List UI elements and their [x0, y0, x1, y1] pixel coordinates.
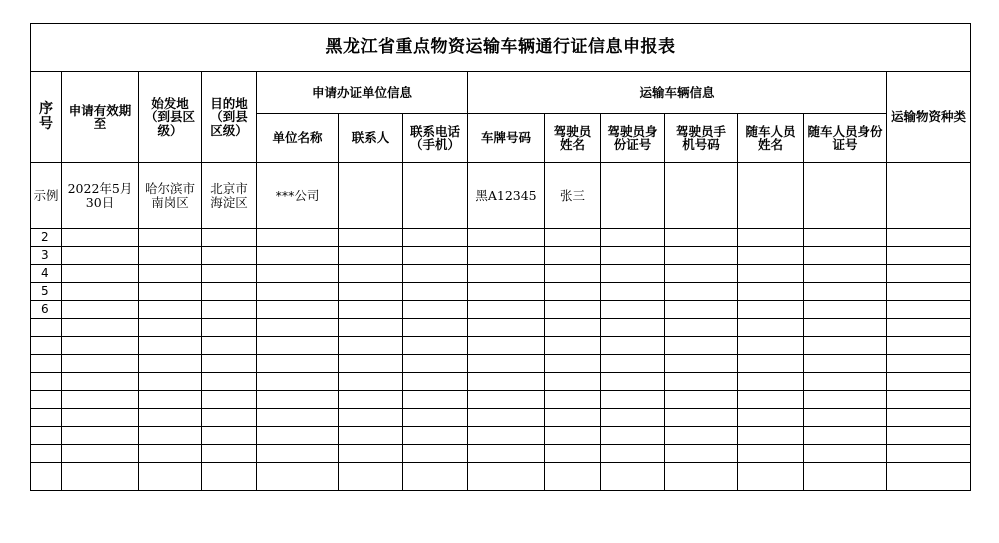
- blank-cell[interactable]: [665, 283, 738, 301]
- blank-cell[interactable]: [257, 247, 339, 265]
- blank-cell[interactable]: [62, 283, 139, 301]
- blank-cell[interactable]: [887, 463, 971, 491]
- blank-cell[interactable]: [339, 283, 403, 301]
- table-row: [31, 337, 971, 355]
- blank-cell[interactable]: [601, 337, 665, 355]
- blank-cell[interactable]: [468, 355, 545, 373]
- blank-cell[interactable]: [468, 373, 545, 391]
- row-seq[interactable]: [31, 463, 62, 491]
- blank-cell[interactable]: [202, 283, 257, 301]
- blank-cell[interactable]: [545, 373, 601, 391]
- blank-cell[interactable]: [738, 373, 804, 391]
- header-cargo: 运输物资种类: [887, 72, 971, 163]
- blank-cell[interactable]: [257, 319, 339, 337]
- table-row: [31, 391, 971, 409]
- blank-cell[interactable]: [601, 283, 665, 301]
- blank-cell[interactable]: [139, 463, 202, 491]
- example-validity: 2022年5月30日: [62, 163, 139, 229]
- example-escort-name: [738, 163, 804, 229]
- table-row: [31, 283, 971, 301]
- blank-cell[interactable]: [62, 301, 139, 319]
- blank-cell[interactable]: [468, 265, 545, 283]
- header-escort-name: 随车人员姓名: [738, 114, 804, 163]
- blank-cell[interactable]: [139, 283, 202, 301]
- blank-cell[interactable]: [202, 301, 257, 319]
- blank-cell[interactable]: [403, 265, 468, 283]
- blank-cell[interactable]: [887, 283, 971, 301]
- blank-cell[interactable]: [468, 247, 545, 265]
- blank-cell[interactable]: [257, 373, 339, 391]
- blank-cell[interactable]: [468, 463, 545, 491]
- blank-cell[interactable]: [257, 337, 339, 355]
- blank-cell[interactable]: [468, 445, 545, 463]
- blank-cell[interactable]: [804, 445, 887, 463]
- blank-cell[interactable]: [257, 427, 339, 445]
- blank-cell[interactable]: [139, 373, 202, 391]
- blank-cell[interactable]: [403, 229, 468, 247]
- blank-cell[interactable]: [545, 265, 601, 283]
- blank-cell[interactable]: [339, 463, 403, 491]
- form-title: 黑龙江省重点物资运输车辆通行证信息申报表: [31, 24, 971, 72]
- blank-cell[interactable]: [804, 301, 887, 319]
- blank-cell[interactable]: [804, 319, 887, 337]
- blank-cell[interactable]: [887, 319, 971, 337]
- blank-cell[interactable]: [468, 391, 545, 409]
- blank-cell[interactable]: [62, 391, 139, 409]
- blank-cell[interactable]: [804, 409, 887, 427]
- blank-cell[interactable]: [139, 319, 202, 337]
- blank-cell[interactable]: [339, 247, 403, 265]
- blank-cell[interactable]: [468, 427, 545, 445]
- blank-cell[interactable]: [665, 265, 738, 283]
- blank-cell[interactable]: [601, 301, 665, 319]
- blank-cell[interactable]: [665, 409, 738, 427]
- blank-cell[interactable]: [804, 247, 887, 265]
- blank-cell[interactable]: [139, 427, 202, 445]
- blank-cell[interactable]: [738, 265, 804, 283]
- example-phone: [403, 163, 468, 229]
- row-seq[interactable]: [31, 373, 62, 391]
- blank-cell[interactable]: [202, 409, 257, 427]
- blank-cell[interactable]: [887, 391, 971, 409]
- example-contact: [339, 163, 403, 229]
- blank-cell[interactable]: [139, 445, 202, 463]
- blank-cell[interactable]: [738, 247, 804, 265]
- row-seq[interactable]: 3: [31, 247, 62, 265]
- blank-cell[interactable]: [804, 373, 887, 391]
- blank-cell[interactable]: [887, 247, 971, 265]
- blank-cell[interactable]: [139, 229, 202, 247]
- blank-cell[interactable]: [339, 301, 403, 319]
- blank-cell[interactable]: [257, 229, 339, 247]
- blank-cell[interactable]: [601, 355, 665, 373]
- row-seq[interactable]: [31, 391, 62, 409]
- blank-cell[interactable]: [257, 301, 339, 319]
- blank-cell[interactable]: [403, 337, 468, 355]
- blank-cell[interactable]: [339, 445, 403, 463]
- blank-cell[interactable]: [202, 355, 257, 373]
- row-seq[interactable]: [31, 409, 62, 427]
- blank-cell[interactable]: [257, 409, 339, 427]
- blank-cell[interactable]: [665, 463, 738, 491]
- row-seq[interactable]: 6: [31, 301, 62, 319]
- blank-cell[interactable]: [738, 409, 804, 427]
- row-seq[interactable]: [31, 319, 62, 337]
- example-escort-id: [804, 163, 887, 229]
- blank-cell[interactable]: [804, 463, 887, 491]
- blank-cell[interactable]: [339, 355, 403, 373]
- blank-cell[interactable]: [738, 319, 804, 337]
- blank-cell[interactable]: [257, 445, 339, 463]
- blank-cell[interactable]: [202, 265, 257, 283]
- blank-cell[interactable]: [202, 445, 257, 463]
- blank-cell[interactable]: [403, 445, 468, 463]
- blank-cell[interactable]: [601, 391, 665, 409]
- blank-cell[interactable]: [601, 265, 665, 283]
- header-driver-name: 驾驶员姓名: [545, 114, 601, 163]
- header-destination: 目的地（到县区级）: [202, 72, 257, 163]
- blank-cell[interactable]: [887, 427, 971, 445]
- blank-cell[interactable]: [545, 301, 601, 319]
- blank-cell[interactable]: [665, 355, 738, 373]
- blank-cell[interactable]: [545, 427, 601, 445]
- blank-cell[interactable]: [339, 427, 403, 445]
- blank-cell[interactable]: [738, 283, 804, 301]
- blank-cell[interactable]: [339, 319, 403, 337]
- header-driver-id: 驾驶员身份证号: [601, 114, 665, 163]
- blank-cell[interactable]: [601, 229, 665, 247]
- table-row: [31, 229, 971, 247]
- blank-cell[interactable]: [545, 391, 601, 409]
- blank-cell[interactable]: [601, 373, 665, 391]
- blank-cell[interactable]: [62, 445, 139, 463]
- blank-cell[interactable]: [339, 229, 403, 247]
- example-unit-name: ***公司: [257, 163, 339, 229]
- blank-cell[interactable]: [738, 445, 804, 463]
- blank-cell[interactable]: [403, 355, 468, 373]
- row-seq[interactable]: [31, 445, 62, 463]
- blank-cell[interactable]: [403, 247, 468, 265]
- blank-cell[interactable]: [202, 247, 257, 265]
- blank-cell[interactable]: [257, 463, 339, 491]
- table-row: [31, 265, 971, 283]
- declaration-form-table: [30, 23, 971, 491]
- blank-cell[interactable]: [545, 247, 601, 265]
- blank-cell[interactable]: [738, 391, 804, 409]
- example-driver-name: 张三: [545, 163, 601, 229]
- header-driver-phone: 驾驶员手机号码: [665, 114, 738, 163]
- header-seq: 序号: [31, 72, 62, 163]
- row-seq[interactable]: [31, 427, 62, 445]
- blank-cell[interactable]: [887, 229, 971, 247]
- blank-cell[interactable]: [804, 355, 887, 373]
- blank-cell[interactable]: [468, 229, 545, 247]
- blank-cell[interactable]: [804, 265, 887, 283]
- example-origin: 哈尔滨市南岗区: [139, 163, 202, 229]
- table-row: [31, 373, 971, 391]
- blank-cell[interactable]: [601, 247, 665, 265]
- blank-cell[interactable]: [545, 409, 601, 427]
- blank-cell[interactable]: [601, 427, 665, 445]
- blank-cell[interactable]: [665, 229, 738, 247]
- blank-cell[interactable]: [403, 373, 468, 391]
- blank-cell[interactable]: [257, 355, 339, 373]
- row-seq[interactable]: 2: [31, 229, 62, 247]
- blank-cell[interactable]: [545, 445, 601, 463]
- table-row: [31, 409, 971, 427]
- blank-cell[interactable]: [139, 391, 202, 409]
- blank-cell[interactable]: [887, 373, 971, 391]
- blank-cell[interactable]: [403, 391, 468, 409]
- blank-cell[interactable]: [62, 427, 139, 445]
- blank-cell[interactable]: [738, 427, 804, 445]
- blank-cell[interactable]: [139, 355, 202, 373]
- table-row: [31, 445, 971, 463]
- header-vehicle-group: 运输车辆信息: [468, 72, 887, 114]
- header-contact: 联系人: [339, 114, 403, 163]
- blank-cell[interactable]: [62, 319, 139, 337]
- blank-cell[interactable]: [665, 373, 738, 391]
- blank-cell[interactable]: [468, 409, 545, 427]
- header-escort-id: 随车人员身份证号: [804, 114, 887, 163]
- blank-cell[interactable]: [738, 355, 804, 373]
- blank-cell[interactable]: [202, 229, 257, 247]
- blank-cell[interactable]: [887, 409, 971, 427]
- table-row: [31, 463, 971, 491]
- blank-cell[interactable]: [403, 319, 468, 337]
- header-origin: 始发地（到县区级）: [139, 72, 202, 163]
- blank-cell[interactable]: [62, 337, 139, 355]
- blank-cell[interactable]: [468, 319, 545, 337]
- blank-cell[interactable]: [339, 337, 403, 355]
- table-row: [31, 355, 971, 373]
- blank-cell[interactable]: [601, 463, 665, 491]
- blank-cell[interactable]: [665, 391, 738, 409]
- blank-cell[interactable]: [202, 337, 257, 355]
- blank-cell[interactable]: [403, 409, 468, 427]
- blank-cell[interactable]: [887, 337, 971, 355]
- blank-cell[interactable]: [738, 463, 804, 491]
- blank-cell[interactable]: [257, 265, 339, 283]
- blank-cell[interactable]: [545, 319, 601, 337]
- blank-cell[interactable]: [139, 409, 202, 427]
- blank-cell[interactable]: [339, 265, 403, 283]
- blank-cell[interactable]: [665, 337, 738, 355]
- blank-cell[interactable]: [202, 391, 257, 409]
- example-destination: 北京市海淀区: [202, 163, 257, 229]
- blank-cell[interactable]: [257, 391, 339, 409]
- blank-cell[interactable]: [139, 301, 202, 319]
- blank-cell[interactable]: [62, 355, 139, 373]
- row-seq[interactable]: [31, 337, 62, 355]
- blank-cell[interactable]: [403, 427, 468, 445]
- table-row: [31, 301, 971, 319]
- table-row: [31, 319, 971, 337]
- header-unit-group: 申请办证单位信息: [257, 72, 468, 114]
- blank-cell[interactable]: [202, 427, 257, 445]
- blank-cell[interactable]: [62, 373, 139, 391]
- example-plate: 黑A12345: [468, 163, 545, 229]
- blank-cell[interactable]: [887, 265, 971, 283]
- blank-cell[interactable]: [62, 229, 139, 247]
- blank-cell[interactable]: [468, 301, 545, 319]
- blank-cell[interactable]: [665, 445, 738, 463]
- example-cargo: [887, 163, 971, 229]
- blank-cell[interactable]: [738, 337, 804, 355]
- blank-cell[interactable]: [665, 301, 738, 319]
- blank-cell[interactable]: [62, 409, 139, 427]
- blank-cell[interactable]: [887, 445, 971, 463]
- header-validity: 申请有效期至: [62, 72, 139, 163]
- header-phone: 联系电话（手机）: [403, 114, 468, 163]
- row-seq[interactable]: [31, 355, 62, 373]
- row-seq[interactable]: 5: [31, 283, 62, 301]
- blank-cell[interactable]: [601, 445, 665, 463]
- blank-cell[interactable]: [804, 283, 887, 301]
- blank-cell[interactable]: [545, 463, 601, 491]
- example-driver-phone: [665, 163, 738, 229]
- blank-cell[interactable]: [339, 409, 403, 427]
- blank-cell[interactable]: [339, 391, 403, 409]
- blank-cell[interactable]: [887, 301, 971, 319]
- blank-cell[interactable]: [601, 409, 665, 427]
- blank-cell[interactable]: [804, 427, 887, 445]
- blank-cell[interactable]: [804, 391, 887, 409]
- blank-cell[interactable]: [545, 337, 601, 355]
- blank-cell[interactable]: [62, 463, 139, 491]
- blank-cell[interactable]: [738, 301, 804, 319]
- blank-cell[interactable]: [887, 355, 971, 373]
- blank-cell[interactable]: [339, 373, 403, 391]
- header-plate: 车牌号码: [468, 114, 545, 163]
- blank-cell[interactable]: [403, 283, 468, 301]
- blank-cell[interactable]: [139, 337, 202, 355]
- blank-cell[interactable]: [257, 283, 339, 301]
- blank-cell[interactable]: [665, 319, 738, 337]
- blank-cell[interactable]: [202, 373, 257, 391]
- blank-cell[interactable]: [403, 463, 468, 491]
- example-seq: 示例: [31, 163, 62, 229]
- blank-cell[interactable]: [545, 229, 601, 247]
- table-row: [31, 427, 971, 445]
- blank-cell[interactable]: [202, 463, 257, 491]
- example-driver-id: [601, 163, 665, 229]
- blank-cell[interactable]: [545, 283, 601, 301]
- blank-cell[interactable]: [468, 337, 545, 355]
- blank-cell[interactable]: [804, 337, 887, 355]
- blank-cell[interactable]: [804, 229, 887, 247]
- blank-cell[interactable]: [468, 283, 545, 301]
- blank-cell[interactable]: [403, 301, 468, 319]
- blank-cell[interactable]: [62, 247, 139, 265]
- blank-cell[interactable]: [202, 319, 257, 337]
- blank-cell[interactable]: [738, 229, 804, 247]
- example-row: [31, 163, 971, 229]
- row-seq[interactable]: 4: [31, 265, 62, 283]
- blank-cell[interactable]: [139, 247, 202, 265]
- blank-cell[interactable]: [139, 265, 202, 283]
- header-unit-name: 单位名称: [257, 114, 339, 163]
- table-row: [31, 247, 971, 265]
- blank-cell[interactable]: [62, 265, 139, 283]
- blank-cell[interactable]: [665, 247, 738, 265]
- blank-cell[interactable]: [545, 355, 601, 373]
- blank-cell[interactable]: [665, 427, 738, 445]
- blank-cell[interactable]: [601, 319, 665, 337]
